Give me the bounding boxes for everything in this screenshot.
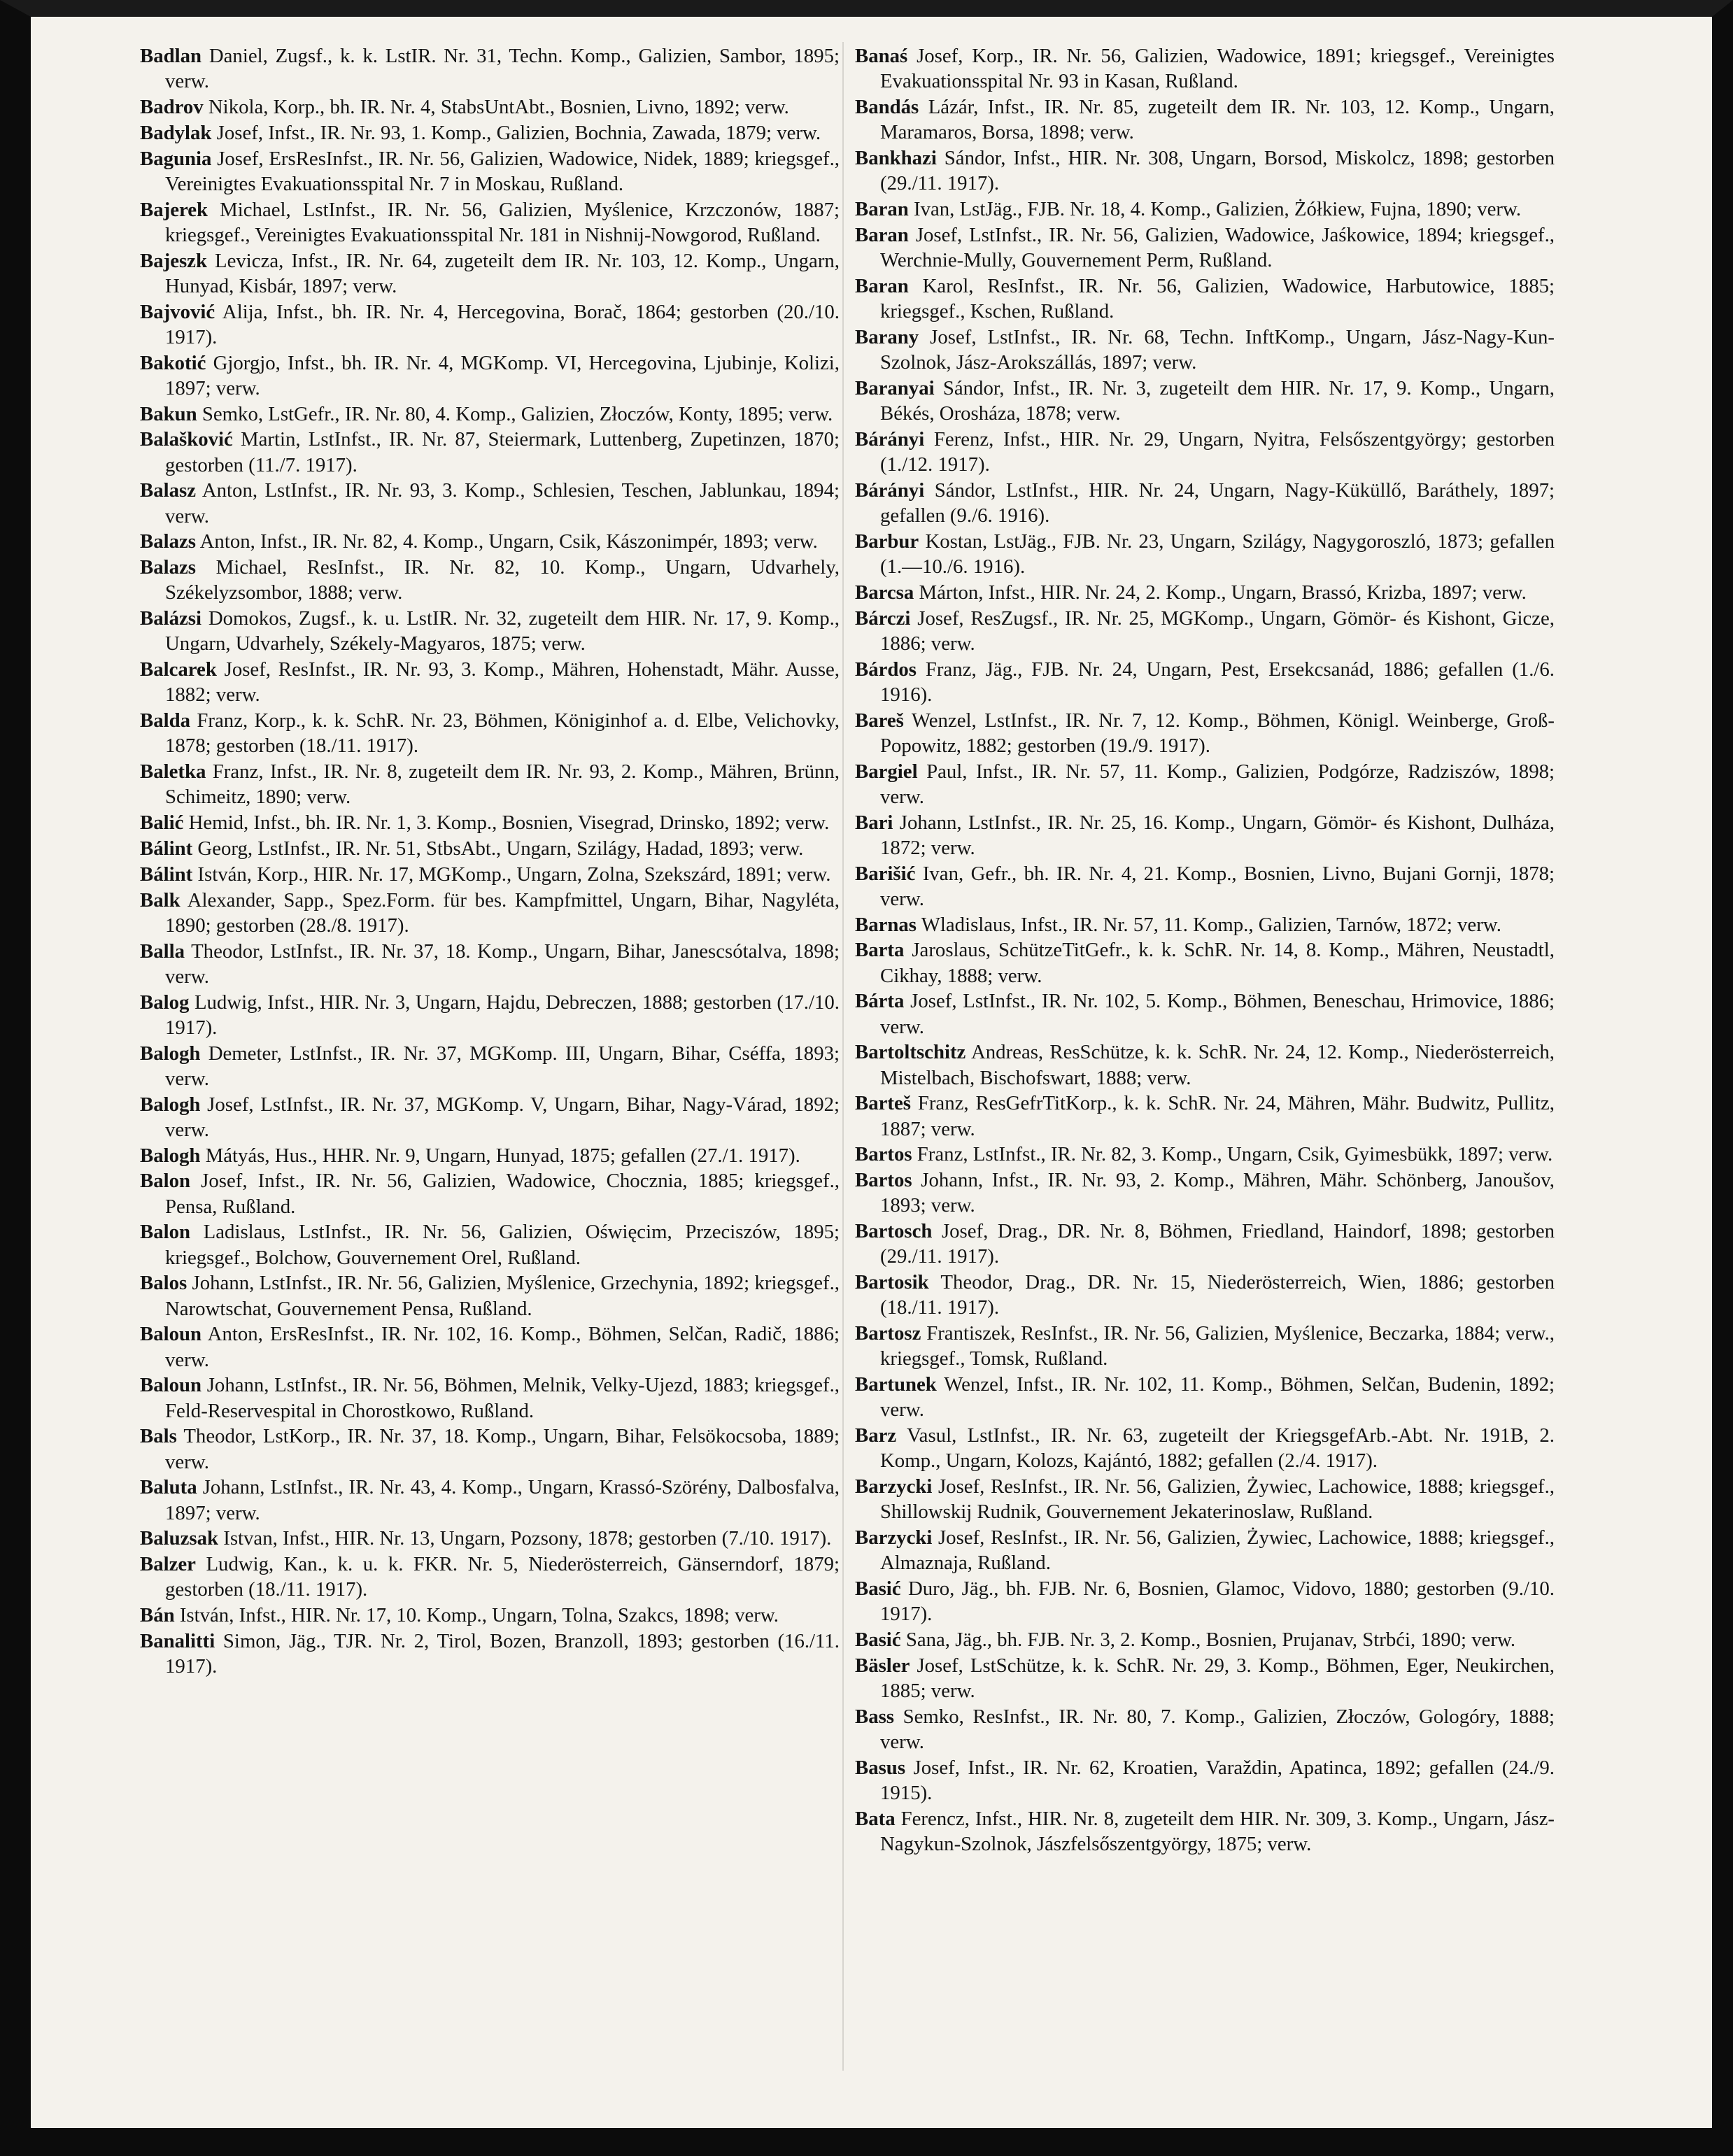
- entry-surname: Barany: [855, 325, 919, 348]
- entry-surname: Balzer: [140, 1553, 196, 1576]
- entry-details: Gjorgjo, Infst., bh. IR. Nr. 4, MGKomp. VI, Hercegovina, Ljubinje, Kolizi, 1897; verw.: [165, 351, 840, 399]
- casualty-entry: [855, 1627, 1555, 1652]
- entry-details: Ivan, LstJäg., FJB. Nr. 18, 4. Komp., Galizien, Żółkiew, Fujna, 1890; verw.: [914, 198, 1522, 220]
- entry-surname: Badylak: [140, 121, 212, 144]
- entry-surname: Balasz: [140, 479, 196, 502]
- entry-surname: Balazs: [140, 556, 196, 579]
- casualty-entry: [855, 1755, 1555, 1806]
- entry-surname: Barz: [855, 1424, 897, 1447]
- entry-details: Márton, Infst., HIR. Nr. 24, 2. Komp., Ungarn, Brassó, Krizba, 1897; verw.: [919, 581, 1527, 604]
- column-divider: [842, 42, 844, 2071]
- casualty-entry: [140, 146, 840, 197]
- entry-details: Mátyás, Hus., HHR. Nr. 9, Ungarn, Hunyad, 1875; gefallen (27./1. 1917).: [205, 1144, 800, 1167]
- entry-surname: Balk: [140, 888, 181, 912]
- entry-details: Vasul, LstInfst., IR. Nr. 63, zugeteilt der KriegsgefArb.-Abt. Nr. 191B, 2. Komp., Ungarn, Kolozs, Kajántó, 1882; gefallen (2./4. 1917).: [880, 1424, 1555, 1473]
- entry-details: Sándor, Infst., IR. Nr. 3, zugeteilt dem HIR. Nr. 17, 9. Komp., Ungarn, Békés, Orosháza, 1878; verw.: [880, 376, 1555, 425]
- entry-details: Josef, Korp., IR. Nr. 56, Galizien, Wadowice, 1891; kriegsgef., Vereinigtes Evakuationsspital Nr. 93 in Kasan, Rußland.: [880, 45, 1555, 93]
- entry-details: Josef, ResInfst., IR. Nr. 56, Galizien, Żywiec, Lachowice, 1888; kriegsgef., Almaznaja, Rußland.: [880, 1526, 1555, 1575]
- entry-surname: Balcarek: [140, 658, 217, 681]
- entry-surname: Bata: [855, 1807, 896, 1830]
- casualty-entry: [855, 1219, 1555, 1269]
- casualty-entry: [855, 1168, 1555, 1218]
- casualty-entry: [140, 1603, 840, 1628]
- entry-details: Johann, Infst., IR. Nr. 93, 2. Komp., Mähren, Mähr. Schönberg, Janoušov, 1893; verw.: [880, 1169, 1555, 1217]
- entry-surname: Basić: [855, 1629, 901, 1652]
- casualty-entry: [140, 94, 840, 120]
- casualty-entry: [140, 759, 840, 809]
- entry-surname: Balos: [140, 1272, 188, 1295]
- entry-surname: Bartosz: [855, 1322, 921, 1345]
- entry-details: Jaroslaus, SchützeTitGefr., k. k. SchR. Nr. 14, 8. Komp., Mähren, Neustadtl, Cikhay, 1888; verw.: [880, 939, 1555, 987]
- casualty-entry: [140, 1092, 840, 1142]
- entry-details: Franz, Korp., k. k. SchR. Nr. 23, Böhmen, Königinhof a. d. Elbe, Velichovky, 1878; gestorben (18./11. 1917).: [165, 709, 840, 758]
- entry-details: Johann, LstInfst., IR. Nr. 56, Galizien, Myślenice, Grzechynia, 1892; kriegsgef., Narowtschat, Gouvernement Pensa, Rußland.: [165, 1272, 840, 1320]
- entry-details: Semko, LstGefr., IR. Nr. 80, 4. Komp., Galizien, Złoczów, Konty, 1895; verw.: [201, 402, 833, 425]
- entry-surname: Barzycki: [855, 1526, 933, 1549]
- casualty-entry: [140, 1168, 840, 1219]
- casualty-entry: [140, 427, 840, 477]
- entry-surname: Basus: [855, 1756, 906, 1779]
- entry-details: Simon, Jäg., TJR. Nr. 2, Tirol, Bozen, Branzoll, 1893; gestorben (16./11. 1917).: [165, 1629, 840, 1678]
- casualty-entry: [855, 580, 1555, 605]
- entry-surname: Bálint: [140, 837, 193, 860]
- entry-details: Nikola, Korp., bh. IR. Nr. 4, StabsUntAbt., Bosnien, Livno, 1892; verw.: [208, 96, 789, 118]
- casualty-entry: [140, 350, 840, 401]
- casualty-entry: [140, 555, 840, 605]
- entry-details: Hemid, Infst., bh. IR. Nr. 1, 3. Komp., Bosnien, Visegrad, Drinsko, 1892; verw.: [188, 811, 830, 835]
- entry-details: Josef, LstInfst., IR. Nr. 68, Techn. InftKomp., Ungarn, Jász-Nagy-Kun-Szolnok, Jász-Arokszállás, 1897; verw.: [880, 325, 1555, 374]
- entry-surname: Baloun: [140, 1323, 202, 1346]
- entry-surname: Bárányi: [855, 478, 925, 502]
- entry-details: Theodor, Drag., DR. Nr. 15, Niederösterreich, Wien, 1886; gestorben (18./11. 1917).: [880, 1271, 1555, 1319]
- entry-details: Semko, ResInfst., IR. Nr. 80, 7. Komp., Galizien, Złoczów, Gologóry, 1888; verw.: [880, 1705, 1555, 1754]
- casualty-entry: [140, 939, 840, 989]
- casualty-entry: [855, 1040, 1555, 1090]
- entry-details: István, Korp., HIR. Nr. 17, MGKomp., Ungarn, Zolna, Szekszárd, 1891; verw.: [197, 863, 831, 886]
- entry-surname: Bass: [855, 1705, 895, 1728]
- entry-surname: Balla: [140, 939, 185, 963]
- casualty-entry: [140, 1270, 840, 1321]
- casualty-entry: [140, 657, 840, 707]
- casualty-entry: [140, 1219, 840, 1270]
- casualty-entry: [140, 1041, 840, 1091]
- entry-details: Ivan, Gefr., bh. IR. Nr. 4, 21. Komp., Bosnien, Livno, Bujani Gornji, 1878; verw.: [880, 862, 1555, 910]
- casualty-entry: [140, 606, 840, 656]
- entry-surname: Bajvović: [140, 300, 215, 323]
- entry-surname: Balda: [140, 709, 191, 732]
- entry-surname: Baran: [855, 223, 909, 246]
- entry-details: Josef, Drag., DR. Nr. 8, Böhmen, Friedland, Haindorf, 1898; gestorben (29./11. 1917).: [880, 1220, 1555, 1268]
- entry-surname: Bartoltschitz: [855, 1041, 966, 1064]
- casualty-entry: [140, 1143, 840, 1168]
- casualty-entry: [855, 1806, 1555, 1857]
- entry-surname: Balon: [140, 1170, 191, 1193]
- entry-details: Sándor, LstInfst., HIR. Nr. 24, Ungarn, Nagy-Küküllő, Baráthely, 1897; gefallen (9./6. 1916).: [880, 478, 1555, 527]
- entry-details: István, Infst., HIR. Nr. 17, 10. Komp., Ungarn, Tolna, Szakcs, 1898; verw.: [179, 1604, 779, 1627]
- entry-details: Franz, ResGefrTitKorp., k. k. SchR. Nr. 24, Mähren, Mähr. Budwitz, Pullitz, 1887; verw.: [880, 1092, 1555, 1140]
- entry-details: Anton, Infst., IR. Nr. 82, 4. Komp., Ungarn, Csik, Kászonimpér, 1893; verw.: [199, 530, 818, 553]
- entry-details: Paul, Infst., IR. Nr. 57, 11. Komp., Galizien, Podgórze, Radziszów, 1898; verw.: [880, 760, 1555, 808]
- entry-details: Ferencz, Infst., HIR. Nr. 8, zugeteilt dem HIR. Nr. 309, 3. Komp., Ungarn, Jász-Nagykun-Szolnok, Jászfelsőszentgyörgy, 1875; verw.: [880, 1807, 1555, 1856]
- entry-details: Johann, LstInfst., IR. Nr. 56, Böhmen, Melnik, Velky-Ujezd, 1883; kriegsgef., Feld-Reservespital in Chorostkowo, Rußland.: [165, 1374, 840, 1422]
- casualty-entry: [855, 1372, 1555, 1422]
- entry-details: Ludwig, Kan., k. u. k. FKR. Nr. 5, Niederösterreich, Gänserndorf, 1879; gestorben (18./11. 1917).: [165, 1553, 840, 1601]
- entry-surname: Banaś: [855, 45, 908, 67]
- entry-details: Josef, ResInfst., IR. Nr. 93, 3. Komp., Mähren, Hohenstadt, Mähr. Ausse, 1882; verw.: [165, 658, 840, 707]
- casualty-entry: [855, 861, 1555, 912]
- entry-details: Demeter, LstInfst., IR. Nr. 37, MGKomp. III, Ungarn, Bihar, Cséffa, 1893; verw.: [165, 1042, 840, 1090]
- entry-surname: Baran: [855, 274, 909, 297]
- entry-details: Josef, LstInfst., IR. Nr. 37, MGKomp. V, Ungarn, Bihar, Nagy-Várad, 1892; verw.: [165, 1093, 840, 1141]
- entry-surname: Balázsi: [140, 607, 201, 630]
- entry-surname: Barzycki: [855, 1475, 933, 1498]
- casualty-entry: [140, 810, 840, 835]
- casualty-entry: [855, 376, 1555, 426]
- casualty-entry: [140, 708, 840, 758]
- casualty-entry: [855, 606, 1555, 656]
- entry-surname: Bárta: [855, 990, 905, 1013]
- entry-details: Josef, LstInfst., IR. Nr. 102, 5. Komp., Böhmen, Beneschau, Hrimovice, 1886; verw.: [880, 990, 1555, 1038]
- entry-details: Georg, LstInfst., IR. Nr. 51, StbsAbt., Ungarn, Szilágy, Hadad, 1893; verw.: [197, 837, 804, 860]
- entry-details: Frantiszek, ResInfst., IR. Nr. 56, Galizien, Myślenice, Beczarka, 1884; verw., kriegsgef., Tomsk, Rußland.: [880, 1322, 1555, 1370]
- casualty-entry: [855, 325, 1555, 375]
- casualty-entry: [140, 43, 840, 94]
- casualty-entry: [855, 43, 1555, 94]
- casualty-entry: [855, 478, 1555, 528]
- casualty-entry: [140, 1629, 840, 1679]
- casualty-entry: [855, 197, 1555, 222]
- casualty-entry: [140, 402, 840, 427]
- entry-details: Josef, Infst., IR. Nr. 93, 1. Komp., Galizien, Bochnia, Zawada, 1879; verw.: [216, 121, 821, 144]
- entry-surname: Bárczi: [855, 607, 911, 630]
- entry-details: Franz, Jäg., FJB. Nr. 24, Ungarn, Pest, Ersekcsanád, 1886; gefallen (1./6. 1916).: [880, 658, 1555, 706]
- casualty-entry: [140, 1373, 840, 1423]
- entry-surname: Balogh: [140, 1144, 201, 1167]
- casualty-entry: [855, 1321, 1555, 1371]
- casualty-entry: [855, 988, 1555, 1039]
- entry-surname: Bäsler: [855, 1654, 910, 1677]
- casualty-entry: [855, 1525, 1555, 1575]
- entry-details: Lázár, Infst., IR. Nr. 85, zugeteilt dem IR. Nr. 103, 12. Komp., Ungarn, Maramaros, Borsa, 1898; verw.: [880, 96, 1555, 144]
- entry-details: Josef, LstInfst., IR. Nr. 56, Galizien, Wadowice, Jaśkowice, 1894; kriegsgef., Werchnie-Mully, Gouvernement Perm, Rußland.: [880, 223, 1555, 271]
- entry-details: Anton, LstInfst., IR. Nr. 93, 3. Komp., Schlesien, Teschen, Jablunkau, 1894; verw.: [165, 479, 840, 527]
- left-column: [140, 43, 840, 1680]
- entry-surname: Barnas: [855, 913, 917, 936]
- entry-surname: Balogh: [140, 1093, 201, 1116]
- casualty-entry: [140, 120, 840, 146]
- casualty-entry: [140, 990, 840, 1040]
- entry-details: Josef, ResZugsf., IR. Nr. 25, MGKomp., Ungarn, Gömör- és Kishont, Gicze, 1886; verw.: [880, 607, 1555, 655]
- entry-surname: Barbur: [855, 530, 919, 553]
- casualty-entry: [140, 529, 840, 554]
- casualty-entry: [855, 146, 1555, 196]
- entry-surname: Baletka: [140, 760, 206, 783]
- entry-surname: Bareš: [855, 709, 904, 732]
- casualty-entry: [855, 657, 1555, 707]
- entry-details: Wenzel, LstInfst., IR. Nr. 7, 12. Komp., Böhmen, Königl. Weinberge, Groß-Popowitz, 1882; gestorben (19./9. 1917).: [880, 709, 1555, 757]
- entry-details: Josef, Infst., IR. Nr. 62, Kroatien, Varaždin, Apatinca, 1892; gefallen (24./9. 1915).: [880, 1756, 1555, 1805]
- entry-details: Franz, Infst., IR. Nr. 8, zugeteilt dem IR. Nr. 93, 2. Komp., Mähren, Brünn, Schimeitz, 1890; verw.: [165, 760, 840, 809]
- entry-surname: Barta: [855, 939, 905, 962]
- entry-surname: Bakun: [140, 402, 197, 425]
- entry-surname: Bajeszk: [140, 249, 207, 272]
- entry-surname: Bárányi: [855, 427, 925, 451]
- entry-details: Domokos, Zugsf., k. u. LstIR. Nr. 32, zugeteilt dem HIR. Nr. 17, 9. Komp., Ungarn, Udvarhely, Székely-Magyaros, 1875; verw.: [165, 607, 840, 655]
- entry-surname: Banalitti: [140, 1629, 215, 1652]
- entry-details: Josef, ErsResInfst., IR. Nr. 56, Galizien, Wadowice, Nidek, 1889; kriegsgef., Vereinigtes Evakuationsspital Nr. 7 in Moskau, Rußland.: [165, 147, 840, 195]
- entry-details: Theodor, LstInfst., IR. Nr. 37, 18. Komp., Ungarn, Bihar, Janescsótalva, 1898; verw.: [165, 939, 840, 988]
- entry-details: Daniel, Zugsf., k. k. LstIR. Nr. 31, Techn. Komp., Galizien, Sambor, 1895; verw.: [165, 45, 840, 93]
- casualty-entry: [140, 1475, 840, 1525]
- casualty-entry: [140, 862, 840, 887]
- casualty-entry: [855, 1704, 1555, 1754]
- entry-surname: Baranyai: [855, 376, 935, 399]
- entry-details: Johann, LstInfst., IR. Nr. 43, 4. Komp., Ungarn, Krassó-Szörény, Dalbosfalva, 1897; verw.: [165, 1476, 840, 1524]
- casualty-entry: [855, 94, 1555, 145]
- entry-surname: Barcsa: [855, 581, 914, 604]
- casualty-entry: [855, 937, 1555, 988]
- entry-surname: Bárdos: [855, 658, 917, 681]
- entry-details: Duro, Jäg., bh. FJB. Nr. 6, Bosnien, Glamoc, Vidovo, 1880; gestorben (9./10. 1917).: [880, 1577, 1555, 1626]
- entry-surname: Bals: [140, 1425, 177, 1448]
- casualty-entry: [855, 222, 1555, 273]
- entry-details: Josef, ResInfst., IR. Nr. 56, Galizien, Żywiec, Lachowice, 1888; kriegsgef., Shillowskij Rudnik, Gouvernement Jekaterinoslaw, Rußland.: [880, 1475, 1555, 1524]
- entry-details: Alexander, Sapp., Spez.Form. für bes. Kampfmittel, Ungarn, Bihar, Nagyléta, 1890; gestorben (28./8. 1917).: [165, 888, 840, 937]
- casualty-entry: [140, 1424, 840, 1474]
- entry-surname: Balić: [140, 811, 184, 835]
- entry-details: Theodor, LstKorp., IR. Nr. 37, 18. Komp., Ungarn, Bihar, Felsökocsoba, 1889; verw.: [165, 1425, 840, 1473]
- entry-details: Sana, Jäg., bh. FJB. Nr. 3, 2. Komp., Bosnien, Prujanav, Strbći, 1890; verw.: [905, 1629, 1516, 1652]
- casualty-entry: [140, 1321, 840, 1372]
- entry-details: Michael, ResInfst., IR. Nr. 82, 10. Komp., Ungarn, Udvarhely, Székelyzsombor, 1888; verw.: [165, 556, 840, 604]
- entry-surname: Bartos: [855, 1169, 912, 1192]
- casualty-entry: [855, 427, 1555, 477]
- entry-surname: Bartosch: [855, 1220, 933, 1243]
- entry-surname: Baluta: [140, 1476, 197, 1499]
- casualty-entry: [140, 836, 840, 861]
- entry-surname: Baluzsak: [140, 1527, 219, 1550]
- entry-surname: Barišić: [855, 862, 916, 885]
- entry-surname: Barteš: [855, 1092, 911, 1115]
- entry-details: Levicza, Infst., IR. Nr. 64, zugeteilt dem IR. Nr. 103, 12. Komp., Ungarn, Hunyad, Kisbár, 1897; verw.: [165, 249, 840, 297]
- casualty-entry: [855, 1142, 1555, 1167]
- entry-surname: Balogh: [140, 1042, 201, 1065]
- entry-surname: Bari: [855, 811, 893, 834]
- entry-details: Wenzel, Infst., IR. Nr. 102, 11. Komp., Böhmen, Selčan, Budenin, 1892; verw.: [880, 1373, 1555, 1421]
- entry-details: Johann, LstInfst., IR. Nr. 25, 16. Komp., Ungarn, Gömör- és Kishont, Dulháza, 1872; verw.: [880, 811, 1555, 859]
- entry-surname: Bajerek: [140, 198, 208, 221]
- entry-details: Istvan, Infst., HIR. Nr. 13, Ungarn, Pozsony, 1878; gestorben (7./10. 1917).: [223, 1527, 832, 1550]
- entry-surname: Bagunia: [140, 147, 212, 170]
- entry-details: Josef, Infst., IR. Nr. 56, Galizien, Wadowice, Chocznia, 1885; kriegsgef., Pensa, Rußland.: [165, 1170, 840, 1218]
- entry-surname: Bargiel: [855, 760, 918, 783]
- casualty-entry: [855, 1474, 1555, 1524]
- casualty-entry: [140, 248, 840, 299]
- right-column: [855, 43, 1555, 1857]
- casualty-entry: [855, 912, 1555, 937]
- casualty-entry: [140, 197, 840, 248]
- entry-details: Martin, LstInfst., IR. Nr. 87, Steiermark, Luttenberg, Zupetinzen, 1870; gestorben (11./7. 1917).: [165, 428, 840, 476]
- casualty-entry: [855, 1576, 1555, 1626]
- casualty-entry: [140, 478, 840, 528]
- casualty-entry: [140, 1526, 840, 1551]
- entry-details: Ferenz, Infst., HIR. Nr. 29, Ungarn, Nyitra, Felsőszentgyörgy; gestorben (1./12. 1917).: [880, 427, 1555, 476]
- entry-details: Karol, ResInfst., IR. Nr. 56, Galizien, Wadowice, Harbutowice, 1885; kriegsgef., Kschen, Rußland.: [880, 274, 1555, 322]
- entry-surname: Badlan: [140, 45, 202, 67]
- casualty-entry: [140, 1552, 840, 1602]
- entry-surname: Bálint: [140, 863, 193, 886]
- casualty-entry: [855, 1091, 1555, 1141]
- casualty-entry: [140, 888, 840, 938]
- entry-surname: Baran: [855, 198, 909, 220]
- entry-surname: Bartosik: [855, 1271, 929, 1294]
- casualty-entry: [855, 1423, 1555, 1473]
- entry-details: Ludwig, Infst., HIR. Nr. 3, Ungarn, Hajdu, Debreczen, 1888; gestorben (17./10. 1917).: [165, 991, 840, 1039]
- entry-surname: Bakotić: [140, 351, 206, 374]
- entry-details: Michael, LstInfst., IR. Nr. 56, Galizien, Myślenice, Krzczonów, 1887; kriegsgef., Vereinigtes Evakuationsspital Nr. 181 in Nishnij-Nowgorod, Rußland.: [165, 198, 840, 246]
- entry-details: Alija, Infst., bh. IR. Nr. 4, Hercegovina, Borač, 1864; gestorben (20./10. 1917).: [165, 300, 840, 348]
- entry-surname: Baloun: [140, 1374, 202, 1397]
- entry-surname: Bandás: [855, 96, 919, 118]
- entry-details: Ladislaus, LstInfst., IR. Nr. 56, Galizien, Oświęcim, Przeciszów, 1895; kriegsgef., Bolchow, Gouvernement Orel, Rußland.: [165, 1221, 840, 1269]
- entry-surname: Bankhazi: [855, 147, 937, 169]
- entry-details: Kostan, LstJäg., FJB. Nr. 23, Ungarn, Szilágy, Nagygoroszló, 1873; gefallen (1.—10./6. 1916).: [880, 530, 1555, 578]
- casualty-entry: [855, 274, 1555, 324]
- casualty-entry: [855, 708, 1555, 758]
- casualty-entry: [140, 299, 840, 350]
- entry-details: Franz, LstInfst., IR. Nr. 82, 3. Komp., Ungarn, Csik, Gyimesbükk, 1897; verw.: [917, 1143, 1553, 1166]
- entry-surname: Badrov: [140, 96, 204, 118]
- casualty-entry: [855, 759, 1555, 809]
- entry-surname: Bartos: [855, 1143, 912, 1166]
- entry-surname: Balazs: [140, 530, 196, 553]
- entry-details: Sándor, Infst., HIR. Nr. 308, Ungarn, Borsod, Miskolcz, 1898; gestorben (29./11. 1917).: [880, 147, 1555, 195]
- casualty-entry: [855, 1270, 1555, 1320]
- entry-details: Andreas, ResSchütze, k. k. SchR. Nr. 24, 12. Komp., Niederösterreich, Mistelbach, Bischofswart, 1888; verw.: [880, 1041, 1555, 1089]
- casualty-entry: [855, 529, 1555, 579]
- entry-details: Anton, ErsResInfst., IR. Nr. 102, 16. Komp., Böhmen, Selčan, Radič, 1886; verw.: [165, 1323, 840, 1371]
- entry-surname: Balon: [140, 1221, 191, 1244]
- casualty-entry: [855, 810, 1555, 860]
- entry-surname: Balog: [140, 991, 190, 1014]
- entry-details: Wladislaus, Infst., IR. Nr. 57, 11. Komp., Galizien, Tarnów, 1872; verw.: [921, 913, 1501, 936]
- casualty-entry: [855, 1653, 1555, 1703]
- entry-surname: Bartunek: [855, 1373, 937, 1396]
- entry-surname: Balašković: [140, 428, 233, 451]
- entry-details: Josef, LstSchütze, k. k. SchR. Nr. 29, 3. Komp., Böhmen, Eger, Neukirchen, 1885; verw.: [880, 1654, 1555, 1703]
- entry-surname: Basić: [855, 1577, 901, 1601]
- entry-surname: Bán: [140, 1604, 175, 1627]
